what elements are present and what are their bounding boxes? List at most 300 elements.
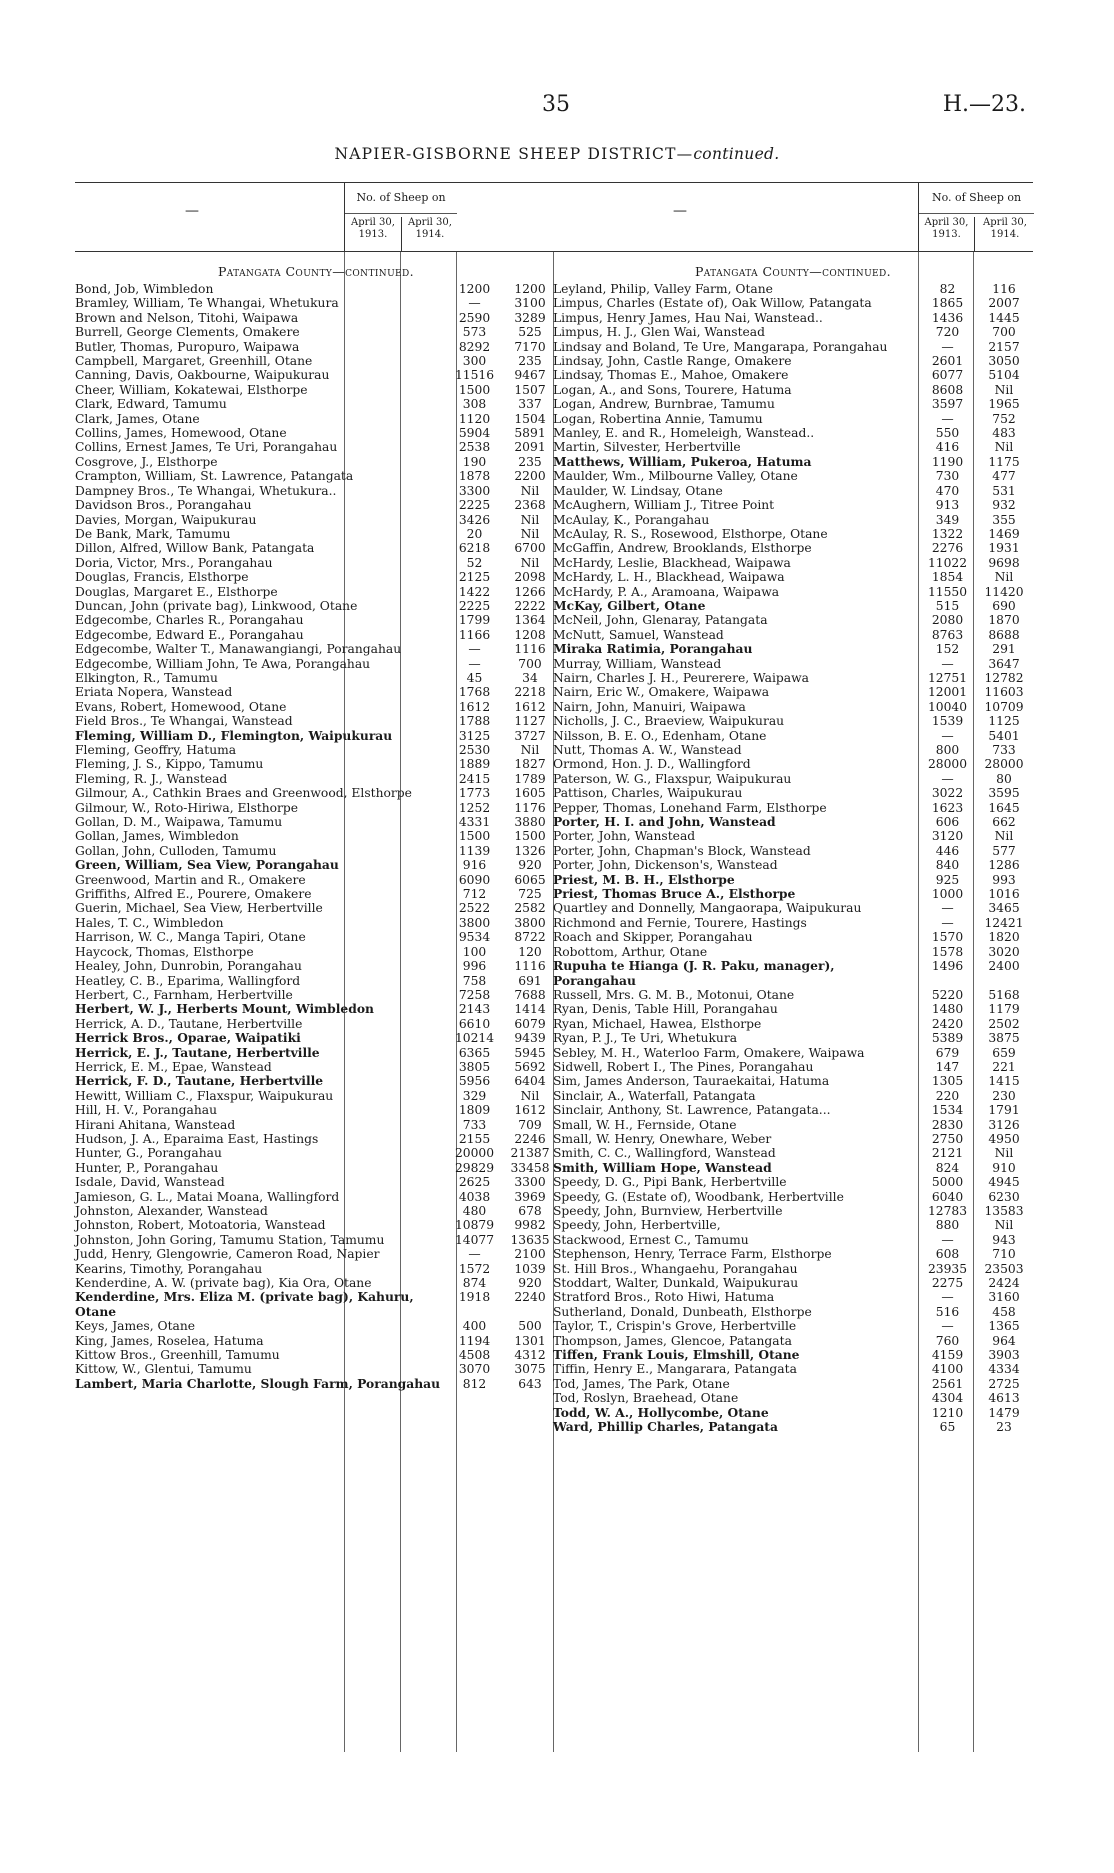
owner-name: Limpus, H. J., Glen Wai, Wanstead — [553, 325, 765, 340]
sheep-1913: 712 — [462, 887, 487, 902]
sheep-1913: 1422 — [458, 584, 491, 599]
sheep-1914: 1507 — [514, 382, 546, 397]
table-row — [75, 801, 557, 815]
sheep-1913: 82 — [939, 282, 956, 296]
sheep-1914: 1364 — [514, 613, 546, 628]
sheep-1913: 329 — [462, 1088, 487, 1103]
table-row — [553, 397, 1033, 411]
owner-name: Thompson, James, Glencoe, Patangata — [553, 1333, 792, 1348]
table-row — [75, 930, 557, 944]
title-main: NAPIER-GISBORNE SHEEP DISTRICT— — [334, 145, 694, 163]
year-1913-header: April 30, 1913. — [924, 217, 969, 240]
table-row — [553, 1060, 1033, 1074]
sheep-1913: 800 — [935, 743, 960, 757]
table-row — [75, 743, 557, 757]
sheep-1914: 1965 — [988, 397, 1020, 412]
sheep-1914: 5945 — [514, 1045, 546, 1060]
sheep-1913: 6365 — [458, 1045, 491, 1060]
owner-name: Stratford Bros., Roto Hiwi, Hatuma — [553, 1290, 775, 1305]
sheep-1914: 221 — [992, 1059, 1016, 1074]
sheep-1913: 1623 — [931, 800, 964, 815]
owner-name: Kittow Bros., Greenhill, Tamumu — [75, 1348, 280, 1363]
sheep-1914: Nil — [994, 440, 1014, 455]
sheep-1914: 2240 — [514, 1290, 546, 1305]
sheep-1914: 33458 — [510, 1160, 550, 1175]
owner-name: Sidwell, Robert I., The Pines, Porangahau — [553, 1059, 814, 1074]
sheep-1913: 11516 — [454, 368, 495, 383]
sheep-1914: 9439 — [514, 1031, 546, 1046]
owner-name: McNutt, Samuel, Wanstead — [553, 627, 724, 642]
table-row — [553, 469, 1033, 483]
sheep-1914: 5104 — [988, 368, 1020, 383]
table-row — [75, 1290, 557, 1319]
sheep-1913: 45 — [466, 670, 483, 685]
sheep-1914: 3020 — [988, 944, 1020, 959]
sheep-1914: 3903 — [988, 1348, 1020, 1363]
table-row — [553, 1002, 1033, 1016]
table-row — [553, 959, 1033, 988]
sheep-1913: 1572 — [458, 1261, 491, 1276]
owner-name: Edgecombe, William John, Te Awa, Porangahau — [75, 656, 371, 671]
table-row — [75, 383, 557, 397]
table-row — [553, 498, 1033, 512]
table-row — [553, 440, 1033, 454]
sheep-1913: 880 — [935, 1218, 960, 1233]
sheep-1913: 3426 — [458, 512, 491, 527]
table-row — [75, 1103, 557, 1117]
owner-name: King, James, Roselea, Hatuma — [75, 1333, 264, 1348]
table-row — [553, 873, 1033, 887]
table-row — [75, 613, 557, 627]
table-row — [75, 974, 557, 988]
owner-name: Douglas, Francis, Elsthorpe — [75, 570, 249, 585]
table-row — [553, 1146, 1033, 1160]
sheep-1913: 10214 — [454, 1031, 495, 1046]
sheep-1913: — — [941, 411, 954, 426]
table-row — [75, 397, 557, 411]
owner-name: Fleming, R. J., Wanstead — [75, 771, 228, 786]
page-header — [0, 92, 1114, 122]
owner-name: Evans, Robert, Homewood, Otane — [75, 699, 287, 714]
owner-name: Lindsay, John, Castle Range, Omakere — [553, 354, 792, 369]
sheep-1913: 5389 — [931, 1031, 964, 1046]
sheep-1913: 147 — [935, 1059, 960, 1074]
sheep-1914: 1200 — [514, 282, 546, 296]
sheep-1913: 760 — [935, 1333, 960, 1348]
owner-name: Russell, Mrs. G. M. B., Motonui, Otane — [553, 987, 795, 1002]
table-row — [553, 1406, 1033, 1420]
owner-name: Doria, Victor, Mrs., Porangahau — [75, 555, 273, 570]
sheep-1913: 446 — [935, 843, 960, 858]
sheep-1914: 11420 — [984, 584, 1024, 599]
sheep-1913: 874 — [462, 1276, 487, 1291]
owner-name: Dillon, Alfred, Willow Bank, Patangata — [75, 541, 315, 556]
sheep-1913: 1768 — [458, 685, 491, 700]
table-row — [75, 1190, 557, 1204]
owner-name: Brown and Nelson, Titohi, Waipawa — [75, 310, 299, 325]
table-row — [75, 1002, 557, 1016]
sheep-1914: 3465 — [988, 901, 1020, 916]
sheep-1913: 1305 — [931, 1074, 964, 1089]
sheep-1913: — — [941, 1290, 954, 1305]
sheep-1914: 1820 — [988, 930, 1020, 945]
owner-name: Greenwood, Martin and R., Omakere — [75, 872, 306, 887]
sheep-1913: 4159 — [931, 1348, 964, 1363]
owner-name: Lindsay, Thomas E., Mahoe, Omakere — [553, 368, 789, 383]
sheep-1913: 2415 — [458, 771, 491, 786]
sheep-1913: 1788 — [458, 714, 491, 729]
table-row — [553, 484, 1033, 498]
table-row — [553, 642, 1033, 656]
table-row — [75, 311, 557, 325]
sheep-1914: 662 — [992, 815, 1016, 830]
sheep-1913: 3805 — [458, 1059, 491, 1074]
table-row — [553, 613, 1033, 627]
table-row — [75, 700, 557, 714]
owner-name: McAughern, William J., Titree Point — [553, 498, 775, 513]
sheep-1914: 733 — [992, 743, 1016, 757]
sheep-1914: 1208 — [514, 627, 546, 642]
owner-name: Pepper, Thomas, Lonehand Farm, Elsthorpe — [553, 800, 827, 815]
table-row — [553, 311, 1033, 325]
table-row — [75, 440, 557, 454]
table-row — [75, 599, 557, 613]
owner-name: Nairn, John, Manuiri, Waipawa — [553, 699, 746, 714]
sheep-1913: 7258 — [458, 987, 491, 1002]
sheep-1914: 3595 — [988, 786, 1020, 801]
table-row — [553, 340, 1033, 354]
sheep-1914: 9698 — [988, 555, 1020, 570]
owner-name: Clark, Edward, Tamumu — [75, 397, 227, 412]
owner-name: Sinclair, A., Waterfall, Patangata — [553, 1088, 756, 1103]
owner-name: Herrick, E. J., Tautane, Herbertville — [75, 1044, 320, 1060]
sheep-1913: 2225 — [458, 598, 491, 613]
table-row — [75, 556, 557, 570]
sheep-1913: 400 — [462, 1319, 487, 1334]
table-row — [75, 959, 557, 973]
table-row — [553, 1161, 1033, 1175]
table-row — [553, 988, 1033, 1002]
table-row — [553, 930, 1033, 944]
owner-name: Ryan, Denis, Table Hill, Porangahau — [553, 1002, 778, 1017]
sheep-1914: 3160 — [988, 1290, 1020, 1305]
sheep-1913: 550 — [935, 426, 960, 441]
sheep-1914: 355 — [992, 512, 1016, 527]
sheep-1914: 1039 — [514, 1261, 546, 1276]
sheep-1913: 720 — [935, 325, 960, 340]
sheep-1914: 2368 — [514, 498, 546, 513]
sheep-1914: 2100 — [514, 1247, 546, 1262]
sheep-1914: 3727 — [514, 728, 546, 743]
owner-name: Hudson, J. A., Eparaima East, Hastings — [75, 1131, 319, 1146]
left-table — [75, 182, 557, 1752]
sheep-1914: 3126 — [988, 1117, 1020, 1132]
sheep-1914: 120 — [518, 944, 542, 959]
owner-name: Logan, Robertina Annie, Tamumu — [553, 411, 763, 426]
owner-name: Duncan, John (private bag), Linkwood, Otane — [75, 598, 358, 613]
owner-name: Green, William, Sea View, Porangahau — [75, 857, 339, 873]
table-row — [553, 296, 1033, 310]
owner-name: Haycock, Thomas, Elsthorpe — [75, 944, 254, 959]
sheep-1914: 3969 — [514, 1189, 546, 1204]
sheep-1914: 3050 — [988, 354, 1020, 369]
owner-name: Logan, A., and Sons, Tourere, Hatuma — [553, 382, 792, 397]
sheep-1914: Nil — [994, 1218, 1014, 1233]
owner-name: Elkington, R., Tamumu — [75, 670, 218, 685]
sheep-1914: 80 — [996, 771, 1012, 786]
sheep-1913: 516 — [935, 1304, 960, 1319]
table-row — [553, 1262, 1033, 1276]
sheep-1913: 2561 — [931, 1376, 964, 1391]
owner-name: Dampney Bros., Te Whangai, Whetukura.. — [75, 483, 337, 498]
table-row — [75, 916, 557, 930]
owner-name: Stackwood, Ernest C., Tamumu — [553, 1232, 749, 1247]
sheep-1914: 1645 — [988, 800, 1020, 815]
title-continued: continued. — [693, 145, 780, 163]
table-row — [553, 1175, 1033, 1189]
sheep-1914: 1504 — [514, 411, 546, 426]
owner-name: Keys, James, Otane — [75, 1319, 196, 1334]
sheep-1914: 2091 — [514, 440, 546, 455]
owner-name: Crampton, William, St. Lawrence, Patangata — [75, 469, 354, 484]
owner-name: Speedy, D. G., Pipi Bank, Herbertville — [553, 1175, 787, 1190]
sheep-1913: 2522 — [458, 901, 491, 916]
table-row — [75, 585, 557, 599]
owner-name: Burrell, George Clements, Omakere — [75, 325, 300, 340]
sheep-1913: 190 — [462, 454, 487, 469]
sheep-1913: 6040 — [931, 1189, 964, 1204]
owner-name: Sinclair, Anthony, St. Lawrence, Patangata... — [553, 1103, 831, 1118]
owner-name: Ryan, P. J., Te Uri, Whetukura — [553, 1031, 738, 1046]
page-title — [0, 145, 1114, 163]
sheep-1914: 13635 — [510, 1232, 550, 1247]
table-row — [75, 1204, 557, 1218]
sheep-1914: 1479 — [988, 1405, 1020, 1420]
sheep-1914: 11603 — [984, 685, 1024, 700]
owner-name: Roach and Skipper, Porangahau — [553, 930, 753, 945]
owner-name: Ormond, Hon. J. D., Wallingford — [553, 757, 751, 772]
sheep-1914: 9467 — [514, 368, 546, 383]
owner-name: Matthews, William, Pukeroa, Hatuma — [553, 453, 812, 469]
table-row — [553, 1118, 1033, 1132]
sheep-1914: 3647 — [988, 656, 1020, 671]
sheep-1913: — — [468, 642, 481, 657]
sheep-1914: 659 — [992, 1045, 1016, 1060]
owner-name: Davidson Bros., Porangahau — [75, 498, 252, 513]
sheep-1913: 1210 — [931, 1405, 964, 1420]
owner-name: Tiffen, Frank Louis, Elmshill, Otane — [553, 1347, 800, 1363]
table-row — [75, 829, 557, 843]
sheep-1913: 308 — [462, 397, 487, 412]
owner-name: Fleming, J. S., Kippo, Tamumu — [75, 757, 264, 772]
sheep-1913: 3125 — [458, 728, 491, 743]
sheep-1914: 1827 — [514, 757, 546, 772]
sheep-1914: 678 — [518, 1204, 542, 1218]
table-row — [553, 700, 1033, 714]
owner-name: Edgecombe, Edward E., Porangahau — [75, 627, 304, 642]
owner-name: Tiffin, Henry E., Mangarara, Patangata — [553, 1362, 797, 1377]
sheep-1914: 477 — [992, 469, 1016, 484]
table-row — [75, 945, 557, 959]
table-row — [75, 1089, 557, 1103]
sheep-1914: 4950 — [988, 1131, 1020, 1146]
table-row — [75, 513, 557, 527]
sheep-1913: 2143 — [458, 1002, 491, 1017]
table-row — [553, 455, 1033, 469]
sheep-1914: 1176 — [514, 800, 546, 815]
sheep-1913: — — [468, 656, 481, 671]
sheep-1913: 1496 — [931, 959, 964, 974]
sheep-1913: 29829 — [454, 1160, 495, 1175]
owner-name: Guerin, Michael, Sea View, Herbertville — [75, 901, 323, 916]
sheep-1914: 9982 — [514, 1218, 546, 1233]
table-row — [553, 1132, 1033, 1146]
table-row — [553, 1089, 1033, 1103]
table-row — [553, 325, 1033, 339]
owner-name: Kearins, Timothy, Porangahau — [75, 1261, 263, 1276]
table-row — [553, 556, 1033, 570]
sheep-1913: 606 — [935, 815, 960, 830]
sheep-1914: 1612 — [514, 699, 546, 714]
sheep-1913: 4508 — [458, 1348, 491, 1363]
sheep-1913: 1570 — [931, 930, 964, 945]
table-row — [553, 714, 1033, 728]
sheep-1914: 1266 — [514, 584, 546, 599]
sheep-1914: 6065 — [514, 872, 546, 887]
owner-name: Tod, James, The Park, Otane — [553, 1376, 730, 1391]
sheep-1914: 691 — [518, 973, 542, 988]
sheep-1913: 1878 — [458, 469, 491, 484]
sheep-1914: 230 — [992, 1088, 1016, 1103]
sheep-1913: — — [941, 771, 954, 786]
owner-name: Bond, Job, Wimbledon — [75, 282, 214, 296]
sheep-1914: 2222 — [514, 598, 546, 613]
table-row — [553, 541, 1033, 555]
sheep-1914: 291 — [992, 642, 1016, 657]
sheep-1913: 1200 — [458, 282, 491, 296]
sheep-1913: 4304 — [931, 1391, 964, 1406]
owner-name: Rupuha te Hianga (J. R. Paku, manager), Porangahau — [553, 958, 835, 988]
sheep-1913: 2590 — [458, 310, 491, 325]
sheep-1914: 3880 — [514, 815, 546, 830]
sheep-1913: 12001 — [927, 685, 968, 700]
table-row — [553, 1348, 1033, 1362]
sheep-1914: 2157 — [988, 339, 1020, 354]
owner-name: McAulay, R. S., Rosewood, Elsthorpe, Otane — [553, 526, 828, 541]
sheep-1914: 1791 — [988, 1103, 1020, 1118]
sheep-1913: 1322 — [931, 526, 964, 541]
owner-name: Edgecombe, Walter T., Manawangiangi, Porangahau — [75, 642, 402, 657]
table-row — [75, 1262, 557, 1276]
sheep-1914: Nil — [520, 512, 540, 527]
sheep-1913: 2276 — [931, 541, 964, 556]
owner-name: Speedy, John, Burnview, Herbertville — [553, 1204, 783, 1218]
table-row — [75, 988, 557, 1002]
sheep-1913: 1539 — [931, 714, 964, 729]
sheep-1913: 840 — [935, 858, 960, 873]
owner-name: Jamieson, G. L., Matai Moana, Wallingford — [75, 1189, 340, 1204]
owner-name: Porter, John, Dickenson's, Wanstead — [553, 858, 778, 873]
table-row — [75, 1017, 557, 1031]
sheep-1914: 3075 — [514, 1362, 546, 1377]
sheep-1913: 28000 — [927, 757, 968, 772]
table-row — [553, 657, 1033, 671]
table-row — [553, 916, 1033, 930]
sheep-1913: 8292 — [458, 339, 491, 354]
sheep-1913: 100 — [462, 944, 487, 959]
sheep-1914: 943 — [992, 1232, 1016, 1247]
owner-name: Herbert, W. J., Herberts Mount, Wimbledon — [75, 1001, 374, 1017]
sheep-1914: 3100 — [514, 296, 546, 311]
table-row — [553, 1420, 1033, 1434]
table-row — [553, 829, 1033, 843]
sheep-1913: 2121 — [931, 1146, 964, 1161]
table-row — [75, 570, 557, 584]
owner-name: Maulder, Wm., Milbourne Valley, Otane — [553, 469, 798, 484]
table-row — [75, 642, 557, 656]
sheep-1913: 730 — [935, 469, 960, 484]
table-row — [75, 1031, 557, 1045]
table-row — [553, 1190, 1033, 1204]
sheep-1914: 690 — [992, 598, 1016, 613]
owner-name: Miraka Ratimia, Porangahau — [553, 641, 753, 657]
sheep-1913: 925 — [935, 872, 960, 887]
table-row — [553, 772, 1033, 786]
table-row — [75, 1348, 557, 1362]
sheep-1913: 5904 — [458, 426, 491, 441]
table-row — [75, 340, 557, 354]
sheep-1914: 525 — [518, 325, 542, 340]
owner-name: Davies, Morgan, Waipukurau — [75, 512, 257, 527]
table-row — [553, 1290, 1033, 1304]
sheep-1913: 416 — [935, 440, 960, 455]
table-row — [553, 282, 1033, 296]
owner-name: Small, W. Henry, Onewhare, Weber — [553, 1131, 772, 1146]
sheep-1913: 2601 — [931, 354, 964, 369]
owner-name: Nilsson, B. E. O., Edenham, Otane — [553, 728, 767, 743]
owner-name: Douglas, Margaret E., Elsthorpe — [75, 584, 278, 599]
sheep-1913: 20 — [466, 526, 483, 541]
sheep-1913: 758 — [462, 973, 487, 988]
table-row — [75, 527, 557, 541]
table-row — [75, 1233, 557, 1247]
sheep-1914: 643 — [518, 1376, 542, 1391]
sheep-1914: 1125 — [988, 714, 1020, 729]
sheep-1913: 1799 — [458, 613, 491, 628]
owner-name: Griffiths, Alfred E., Pourere, Omakere — [75, 887, 312, 902]
sheep-1913: 2080 — [931, 613, 964, 628]
owner-name: Speedy, John, Herbertville, — [553, 1218, 721, 1233]
sheep-1913: 3070 — [458, 1362, 491, 1377]
sheep-1913: 9534 — [458, 930, 491, 945]
owner-name: Hewitt, William C., Flaxspur, Waipukurau — [75, 1088, 334, 1103]
table-row — [75, 858, 557, 872]
table-row — [75, 628, 557, 642]
owner-name: Maulder, W. Lindsay, Otane — [553, 483, 723, 498]
owner-name: Healey, John, Dunrobin, Porangahau — [75, 959, 302, 974]
sheep-1914: 964 — [992, 1333, 1016, 1348]
table-row — [553, 1247, 1033, 1261]
sheep-1914: 235 — [518, 354, 542, 369]
sheep-1913: 5000 — [931, 1175, 964, 1190]
owner-name: Priest, M. B. H., Elsthorpe — [553, 871, 735, 887]
sheep-1914: 116 — [992, 282, 1016, 296]
sheep-1914: 1116 — [514, 959, 546, 974]
sheep-1914: 1016 — [988, 887, 1020, 902]
sheep-1914: 709 — [518, 1117, 542, 1132]
sheep-1914: Nil — [994, 829, 1014, 844]
sheep-1913: 3120 — [931, 829, 964, 844]
